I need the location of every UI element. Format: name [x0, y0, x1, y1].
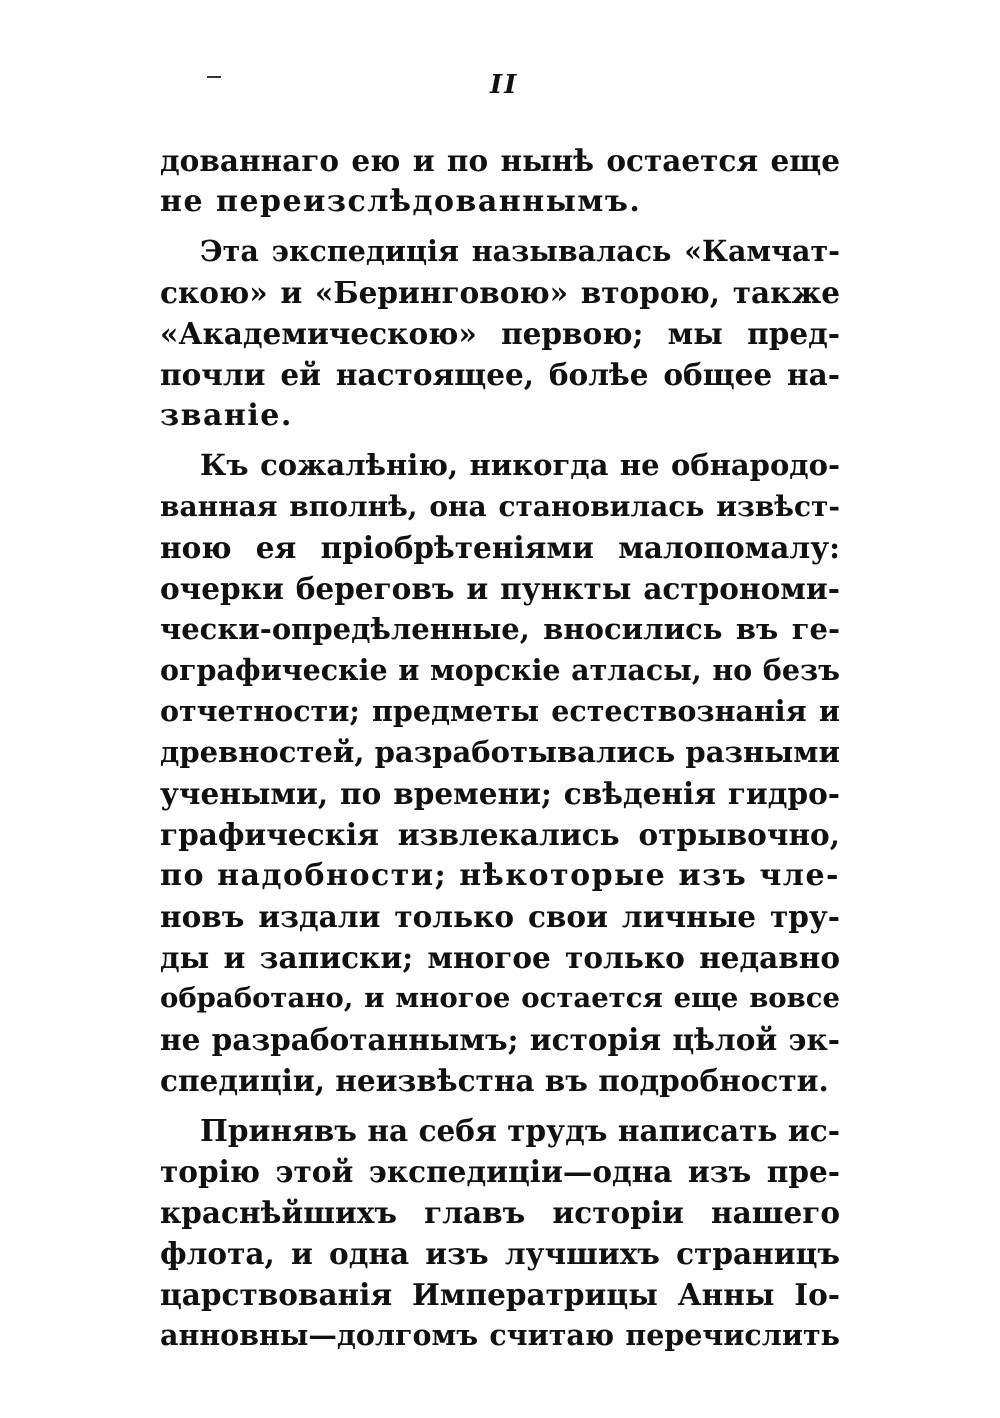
- margin-mark: [207, 76, 221, 78]
- text-line: «Академическою» первою; мы пред-: [160, 316, 840, 351]
- paragraph-4: [160, 1110, 840, 1356]
- paragraph-1: [160, 140, 840, 222]
- text-line: древностей, разработывались разными: [160, 735, 840, 769]
- text-line: Эта экспедиція называлась «Камчат-: [200, 234, 840, 268]
- text-line: царствованія Императрицы Анны Іо-: [160, 1277, 840, 1312]
- text-line: не разработаннымъ; исторія цѣлой эк-: [160, 1022, 840, 1057]
- text-line: Къ сожалѣнію, никогда не обнародо-: [200, 448, 840, 482]
- text-line: Принявъ на себя трудъ написать ис-: [200, 1113, 840, 1148]
- text-line: краснѣйшихъ главъ исторіи нашего: [160, 1195, 840, 1230]
- text-line: отчетности; предметы естествознанія и: [160, 694, 840, 728]
- text-line: скою» и «Беринговою» второю, также: [160, 275, 840, 310]
- text-line: новъ издали только свои личные тру-: [160, 899, 840, 934]
- text-line: ды и записки; многое только недавно: [160, 940, 840, 975]
- text-line: не переизслѣдованнымъ.: [160, 184, 642, 219]
- text-line: учеными, по времени; свѣденія гидро-: [160, 776, 840, 811]
- text-line: ванная вполнѣ, она становилась извѣст-: [160, 490, 840, 523]
- text-line: очерки береговъ и пункты астрономи-: [160, 571, 840, 606]
- text-line: графическія извлекались отрывочно,: [160, 817, 840, 852]
- text-line: чески-опредѣленные, вносились въ ге-: [160, 612, 840, 646]
- text-line: почли ей настоящее, болѣе общее на-: [160, 357, 840, 392]
- text-line: дованнаго ею и по нынѣ остается еще: [160, 143, 840, 178]
- text-line: торію этой экспедиціи—одна изъ пре-: [160, 1154, 840, 1189]
- text-line: флота, и одна изъ лучшихъ страницъ: [160, 1236, 840, 1271]
- body-text: [160, 140, 840, 1365]
- text-line: званіе.: [160, 398, 293, 433]
- text-line: по надобности; нѣкоторые изъ чле-: [160, 858, 840, 893]
- text-line: обработано, и многое остается еще вовсе: [160, 982, 840, 1014]
- text-line: спедиціи, неизвѣстна въ подробности.: [160, 1063, 829, 1098]
- text-line: анновны—долгомъ считаю перечислить: [160, 1318, 840, 1352]
- paragraph-2: [160, 231, 840, 436]
- paragraph-3: [160, 445, 840, 1101]
- text-line: ною ея пріобрѣтеніями малопомалу:: [160, 530, 840, 565]
- text-line: ографическіе и морскіе атласы, но безъ: [160, 653, 840, 687]
- page-number: II: [490, 70, 519, 100]
